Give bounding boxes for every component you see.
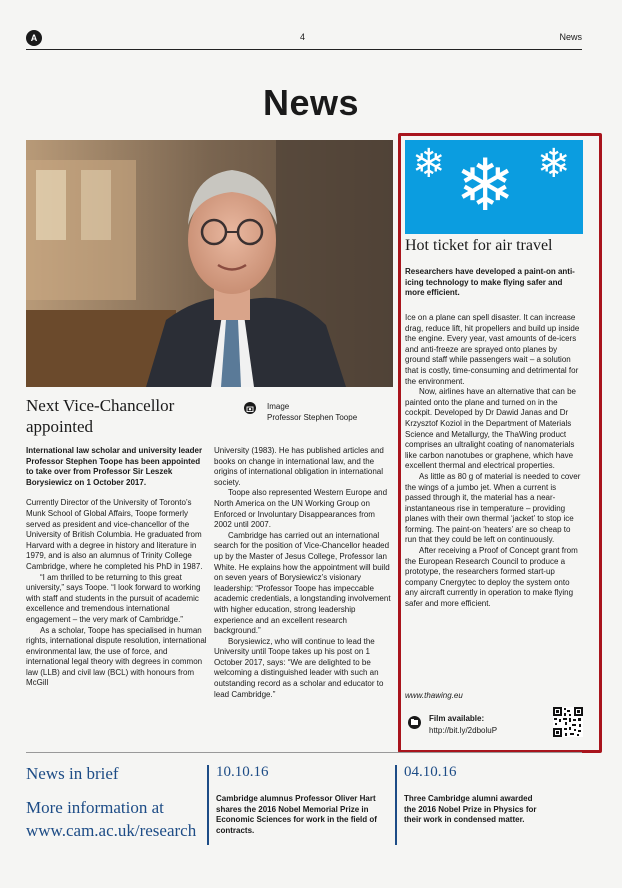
page-number: 4: [300, 32, 306, 42]
sidebar-paragraph: Ice on a plane can spell disaster. It can increase drag, reduce lift, hit propellers and build up inside the engine. Every year, vast amounts of de-icers and anti-freeze are sprayed onto planes by ground staff while passengers wait – a solution that is costly, time-consuming and detrimental for the environment.: [405, 313, 580, 386]
image-caption: [267, 401, 357, 423]
film-label: Film available:: [429, 714, 485, 723]
sidebar-paragraph: Now, airlines have an alternative that can be painted onto the plane and turned on in the cockpit. Developed by Dr Dawid Janas and Dr Krzysztof Koziol in the Department of Materials Science and Metallurgy, the ThaWing product comprises an ultralight coating of nanomaterials like carbon nanotubes or graphene, which have excellent thermal and electrical properties.: [405, 387, 576, 471]
header-rule: [26, 49, 582, 50]
snowflake-icon: ❄: [412, 142, 446, 186]
article-column-2: [214, 446, 394, 700]
article-column-1: [26, 446, 207, 689]
film-link[interactable]: http://bit.ly/2dboluP: [429, 726, 498, 735]
snowflake-icon: ❄: [537, 142, 571, 186]
snowflake-illustration: [405, 140, 583, 234]
article-paragraph: Borysiewicz, who will continue to lead the University until Toope takes up his post on 1 October 2017, says: “We are delighted to be welcoming a distinguished leader with such an outstanding record as a scholar and educator to lead Cambridge.”: [214, 636, 384, 699]
sidebar-paragraph: As little as 80 g of material is needed to cover the wings of a jumbo jet. When a current is passed through it, the material has a near-instantaneous rise in temperature – providing planes with their own thermal ‘jacket’ to stop ice forming. The paint-on ‘heaters’ are so cheap to run that they could be left on continuously.: [405, 471, 581, 545]
snowflake-icon: ❄: [455, 146, 516, 226]
brief-divider: [395, 765, 397, 845]
brief-date: 10.10.16: [216, 764, 269, 780]
article-paragraph: Toope also represented Western Europe and North America on the UN Working Group on Enforced or Involuntary Disappearances from 2002 until 2007.: [214, 488, 388, 530]
article-paragraph: Currently Director of the University of Toronto’s Munk School of Global Affairs, Toope formerly served as president and vice-chancellor of the University of British Columbia. He graduated from Harvard with a degree in history and literature in 1979, and is also an alumnus of Trinity College Cambridge, where he completed his PhD in 1987.: [26, 498, 203, 571]
brief-divider: [207, 765, 209, 845]
sidebar-body: [405, 313, 581, 610]
sidebar-lead: Researchers have developed a paint-on anti-icing technology to make flying safer and more efficient.: [405, 267, 575, 298]
article-headline: Next Vice-Chancellor appointed: [26, 396, 175, 436]
sidebar-paragraph: After receiving a Proof of Concept grant from the European Research Council to produce a prototype, the researchers formed start-up company Cnergytec to deploy the system onto any aircraft currently in operation to make flying safer and more efficient.: [405, 546, 578, 609]
qr-code[interactable]: [553, 707, 583, 737]
film-icon: [408, 716, 421, 729]
article-paragraph: As a scholar, Toope has specialised in human rights, international dispute resolution, international environmental law, the use of force, and international legal theory with degrees in common law (LLB) and civil law (BCL) with honours from McGill: [26, 625, 207, 688]
article-paragraph: Cambridge has carried out an international search for the position of Vice-Chancellor headed up by the Master of Jesus College, Professor Ian White. He explains how the appointment will build on seven years of Borysiewicz’s visionary leadership: “Professor Toope has impeccable academic credentials, a longstanding involvement with higher education, strong leadership experience and an excellent research background.”: [214, 530, 391, 636]
portrait-photo: [26, 140, 393, 387]
article-lead: International law scholar and university leader Professor Stephen Toope has been appointed to take over from Professor Sir Leszek Borysiewicz on 1 October 2017.: [26, 446, 203, 487]
brief-text: Three Cambridge alumni awarded the 2016 Nobel Prize in Physics for their work in condensed matter.: [404, 794, 537, 825]
image-caption-label: Image: [267, 402, 290, 411]
image-caption-credit: Professor Stephen Toope: [267, 413, 358, 422]
bottom-rule: [26, 752, 582, 753]
brief-date: 04.10.16: [404, 764, 457, 780]
news-in-brief-heading: News in brief: [26, 764, 119, 783]
article-paragraph: “I am thrilled to be returning to this great university,” says Toope. “I look forward to working with staff and students in the pursuit of academic excellence and tremendous international engagement – the very mark of Cambridge.”: [26, 572, 201, 624]
sidebar-title: Hot ticket for air travel: [405, 237, 553, 254]
camera-icon: [244, 402, 256, 414]
article-paragraph: University (1983). He has published articles and books on change in international law, and the origins of international obligation in international society.: [214, 446, 384, 487]
section-badge: A: [26, 30, 42, 46]
brief-text: Cambridge alumnus Professor Oliver Hart shares the 2016 Nobel Memorial Prize in Economic Sciences for work in the field of contracts.: [216, 794, 377, 835]
sidebar-url-link[interactable]: www.thawing.eu: [405, 691, 463, 700]
section-label: News: [559, 32, 582, 42]
more-info-link[interactable]: More information at www.cam.ac.uk/research: [26, 798, 197, 840]
page-title: News: [262, 82, 360, 123]
